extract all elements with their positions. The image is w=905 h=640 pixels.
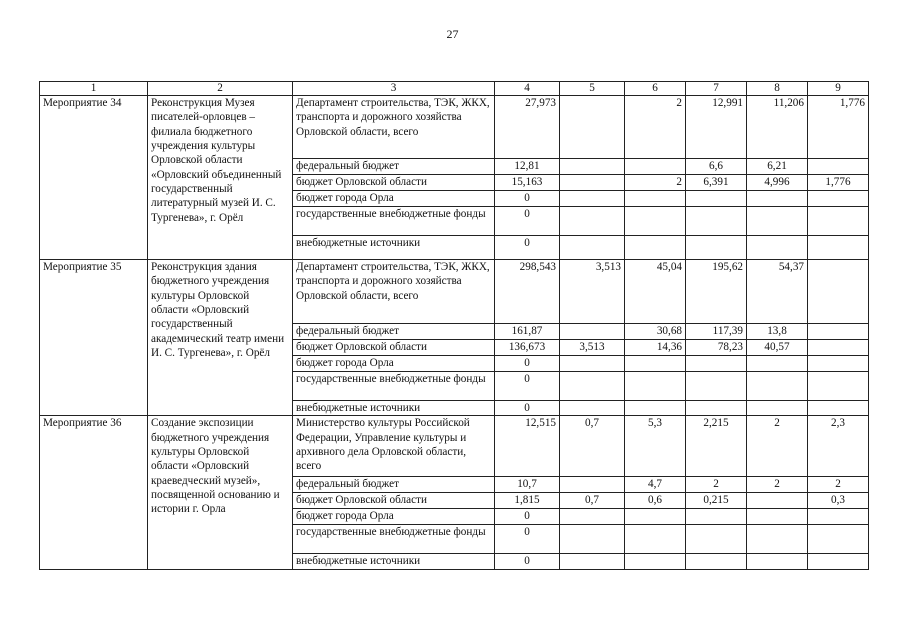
table-row [40, 260, 869, 324]
column-number: 8 [747, 82, 808, 96]
value-cell: 78,23 [686, 340, 747, 356]
funding-source: бюджет Орловской области [293, 493, 495, 509]
value-cell [560, 96, 625, 159]
value-cell [686, 401, 747, 416]
column-number: 6 [625, 82, 686, 96]
value-cell [686, 509, 747, 525]
column-number: 1 [40, 82, 148, 96]
value-cell [560, 554, 625, 569]
value-cell: 12,991 [686, 96, 747, 159]
value-cell: 0 [495, 509, 560, 525]
value-cell: 2,215 [686, 416, 747, 477]
value-cell: 30,68 [625, 324, 686, 340]
value-cell: 298,543 [495, 260, 560, 324]
value-cell [560, 356, 625, 372]
value-cell: 27,973 [495, 96, 560, 159]
value-cell [560, 175, 625, 191]
value-cell: 0,7 [560, 493, 625, 509]
value-cell [560, 509, 625, 525]
value-cell [747, 372, 808, 401]
value-cell [747, 356, 808, 372]
event-name: Мероприятие 35 [40, 260, 148, 416]
column-number: 4 [495, 82, 560, 96]
funding-source: Министерство культуры Российской Федерации, Управление культуры и архивного дела Орловской области, всего [293, 416, 495, 477]
value-cell [808, 554, 869, 569]
value-cell: 0 [495, 207, 560, 236]
funding-source: федеральный бюджет [293, 159, 495, 175]
value-cell [560, 207, 625, 236]
column-number: 3 [293, 82, 495, 96]
value-cell [747, 509, 808, 525]
value-cell [625, 191, 686, 207]
column-number: 9 [808, 82, 869, 96]
column-number: 7 [686, 82, 747, 96]
event-description: Реконструкция здания бюджетного учреждения культуры Орловской области «Орловский государственный академический театр имени И. С. Тургенева», г. Орёл [148, 260, 293, 416]
value-cell [747, 525, 808, 554]
value-cell: 2 [808, 477, 869, 493]
column-number: 5 [560, 82, 625, 96]
value-cell: 1,776 [808, 175, 869, 191]
value-cell [808, 525, 869, 554]
value-cell: 2 [747, 416, 808, 477]
value-cell [560, 324, 625, 340]
value-cell [560, 525, 625, 554]
value-cell: 40,57 [747, 340, 808, 356]
value-cell [686, 372, 747, 401]
funding-source: внебюджетные источники [293, 401, 495, 416]
value-cell [560, 191, 625, 207]
value-cell [686, 191, 747, 207]
value-cell: 4,996 [747, 175, 808, 191]
value-cell [808, 401, 869, 416]
value-cell: 4,7 [625, 477, 686, 493]
funding-source: бюджет Орловской области [293, 175, 495, 191]
value-cell: 3,513 [560, 340, 625, 356]
value-cell [747, 493, 808, 509]
value-cell [625, 509, 686, 525]
event-name: Мероприятие 34 [40, 96, 148, 260]
value-cell [625, 236, 686, 260]
value-cell: 12,81 [495, 159, 560, 175]
value-cell: 136,673 [495, 340, 560, 356]
funding-source: внебюджетные источники [293, 554, 495, 569]
value-cell [808, 191, 869, 207]
value-cell: 2 [686, 477, 747, 493]
event-name: Мероприятие 36 [40, 416, 148, 569]
value-cell [808, 324, 869, 340]
value-cell [747, 207, 808, 236]
value-cell [747, 236, 808, 260]
value-cell: 195,62 [686, 260, 747, 324]
value-cell [686, 207, 747, 236]
value-cell [560, 401, 625, 416]
value-cell: 0 [495, 554, 560, 569]
value-cell [747, 401, 808, 416]
value-cell: 6,21 [747, 159, 808, 175]
funding-source: бюджет города Орла [293, 191, 495, 207]
event-description: Создание экспозиции бюджетного учреждения культуры Орловской области «Орловский краеведческий музей», посвященной основанию и истории г. Орла [148, 416, 293, 569]
value-cell: 0,3 [808, 493, 869, 509]
value-cell [686, 236, 747, 260]
value-cell [625, 372, 686, 401]
funding-source: бюджет города Орла [293, 356, 495, 372]
value-cell [625, 554, 686, 569]
value-cell [808, 207, 869, 236]
value-cell: 2,3 [808, 416, 869, 477]
funding-source: бюджет города Орла [293, 509, 495, 525]
funding-source: государственные внебюджетные фонды [293, 207, 495, 236]
value-cell: 11,206 [747, 96, 808, 159]
funding-source: Департамент строительства, ТЭК, ЖКХ, транспорта и дорожного хозяйства Орловской области, всего [293, 260, 495, 324]
value-cell: 6,6 [686, 159, 747, 175]
value-cell [625, 525, 686, 554]
value-cell: 0 [495, 372, 560, 401]
value-cell [808, 509, 869, 525]
value-cell: 45,04 [625, 260, 686, 324]
funding-source: федеральный бюджет [293, 324, 495, 340]
value-cell: 14,36 [625, 340, 686, 356]
value-cell [747, 191, 808, 207]
value-cell [686, 554, 747, 569]
value-cell: 13,8 [747, 324, 808, 340]
value-cell: 0 [495, 356, 560, 372]
value-cell: 5,3 [625, 416, 686, 477]
page-number: 27 [446, 27, 459, 41]
funding-source: государственные внебюджетные фонды [293, 525, 495, 554]
value-cell [686, 525, 747, 554]
value-cell: 2 [747, 477, 808, 493]
value-cell [808, 356, 869, 372]
value-cell [625, 207, 686, 236]
value-cell [808, 340, 869, 356]
value-cell: 54,37 [747, 260, 808, 324]
value-cell [560, 477, 625, 493]
value-cell: 0 [495, 401, 560, 416]
value-cell: 1,776 [808, 96, 869, 159]
value-cell: 2 [625, 175, 686, 191]
value-cell [625, 159, 686, 175]
funding-source: бюджет Орловской области [293, 340, 495, 356]
value-cell [560, 372, 625, 401]
funding-source: федеральный бюджет [293, 477, 495, 493]
table-row [40, 416, 869, 477]
value-cell [808, 159, 869, 175]
value-cell [560, 159, 625, 175]
value-cell: 2 [625, 96, 686, 159]
column-number: 2 [148, 82, 293, 96]
value-cell: 6,391 [686, 175, 747, 191]
funding-source: государственные внебюджетные фонды [293, 372, 495, 401]
column-number-row [40, 82, 869, 96]
value-cell: 0 [495, 191, 560, 207]
value-cell: 161,87 [495, 324, 560, 340]
value-cell: 117,39 [686, 324, 747, 340]
value-cell: 0,7 [560, 416, 625, 477]
value-cell: 0 [495, 236, 560, 260]
table-row [40, 96, 869, 159]
value-cell: 15,163 [495, 175, 560, 191]
value-cell: 12,515 [495, 416, 560, 477]
value-cell: 0,6 [625, 493, 686, 509]
event-description: Реконструкция Музея писателей-орловцев – филиала бюджетного учреждения культуры Орловской области «Орловский объединенный государственный литературный музей И. С. Тургенева», г. Орёл [148, 96, 293, 260]
value-cell [625, 356, 686, 372]
value-cell: 3,513 [560, 260, 625, 324]
value-cell [625, 401, 686, 416]
value-cell: 10,7 [495, 477, 560, 493]
funding-source: внебюджетные источники [293, 236, 495, 260]
value-cell [808, 236, 869, 260]
value-cell: 0,215 [686, 493, 747, 509]
value-cell [560, 236, 625, 260]
value-cell: 1,815 [495, 493, 560, 509]
value-cell [808, 260, 869, 324]
funding-source: Департамент строительства, ТЭК, ЖКХ, транспорта и дорожного хозяйства Орловской области, всего [293, 96, 495, 159]
budget-table [39, 81, 869, 570]
value-cell [808, 372, 869, 401]
value-cell: 0 [495, 525, 560, 554]
value-cell [686, 356, 747, 372]
value-cell [747, 554, 808, 569]
